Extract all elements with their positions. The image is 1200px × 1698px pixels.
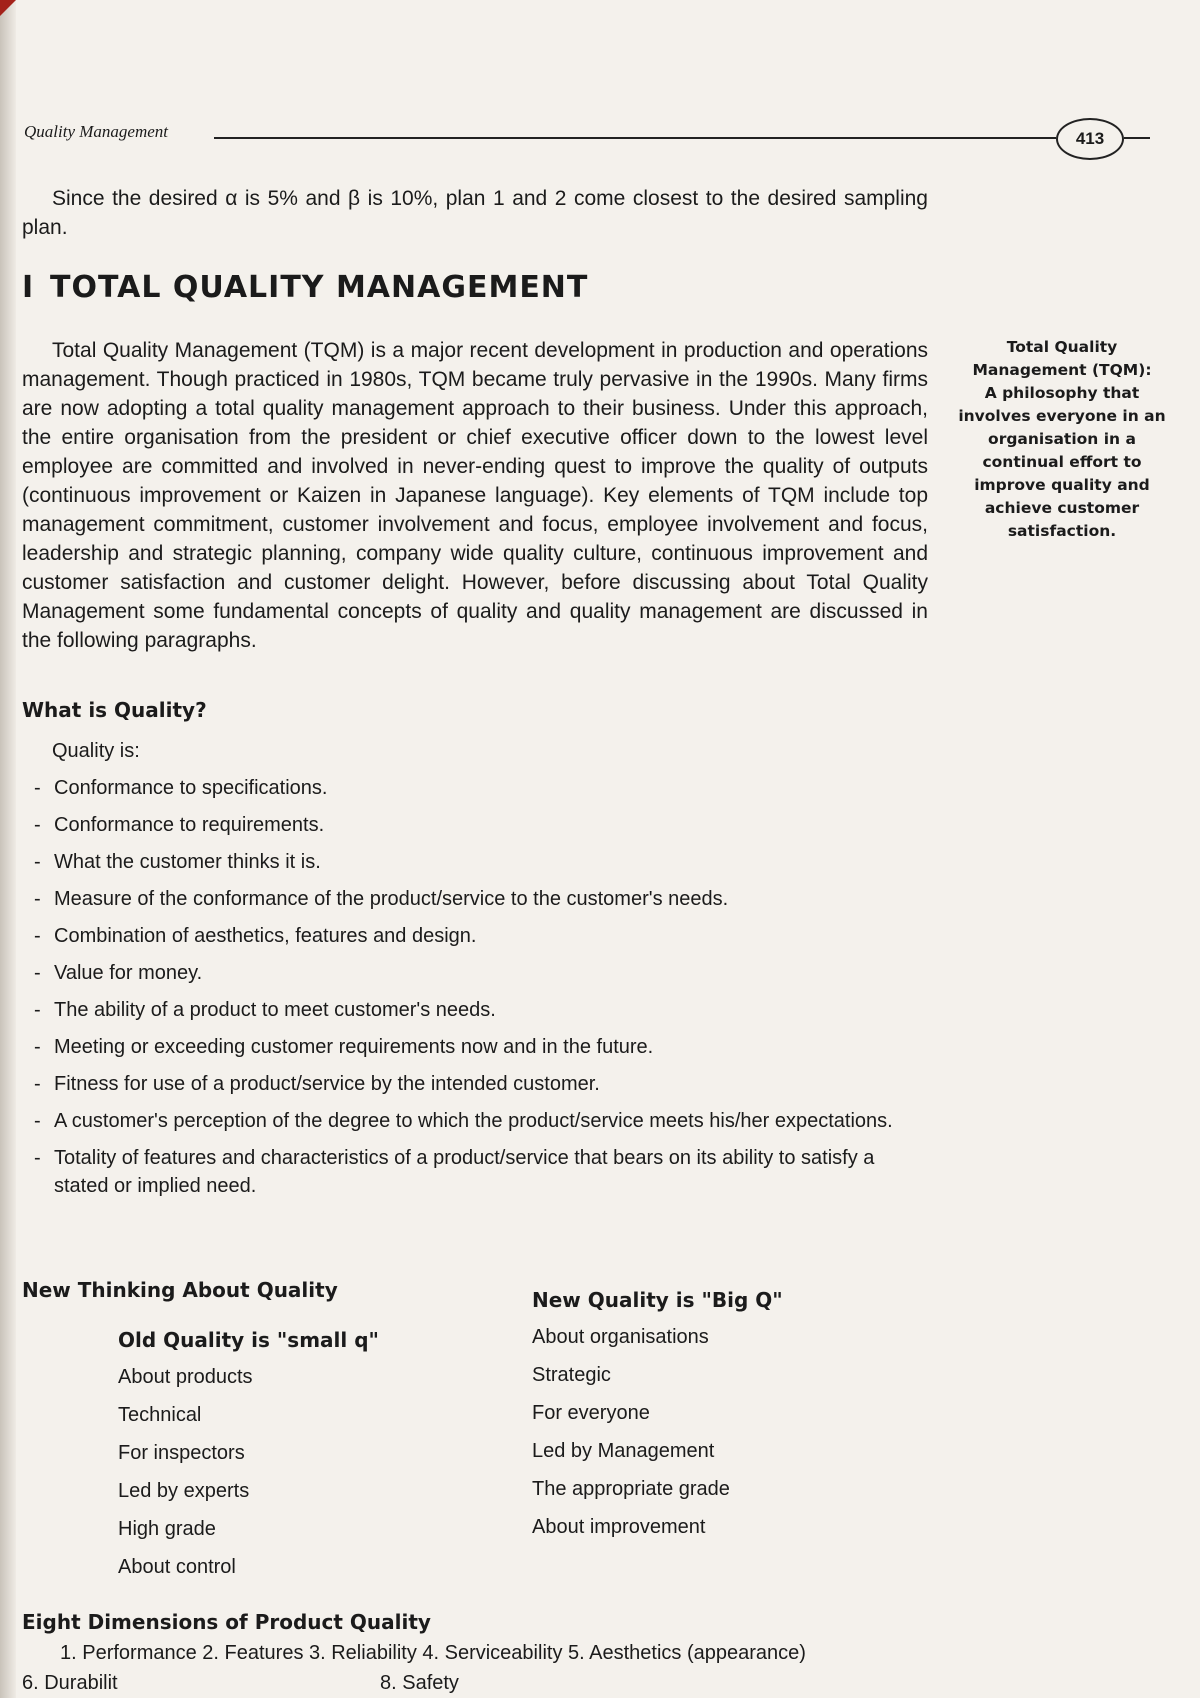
eight-dimensions-heading: Eight Dimensions of Product Quality [22,1610,431,1634]
dimensions-line-2-end: 8. Safety [380,1672,459,1694]
list-item: Led by experts [118,1480,250,1502]
new-thinking-heading: New Thinking About Quality [22,1278,338,1302]
what-is-quality-heading: What is Quality? [22,698,207,722]
list-item: About products [118,1366,253,1388]
margin-note [952,336,1172,543]
list-item: Led by Management [532,1440,715,1462]
header-rule-tail [1124,137,1150,139]
new-quality-column [532,1288,872,1552]
old-quality-heading: Old Quality is "small q" [118,1328,379,1352]
section-title: TOTAL QUALITY MANAGEMENT [50,270,589,305]
list-item: - Measure of the conformance of the product/service to the customer's needs. [34,885,934,913]
section-heading [22,270,928,305]
quality-definition-list [34,774,934,1209]
margin-note-definition: A philosophy that involves everyone in an organisation in a continual effort to improve quality and achieve customer satisfaction. [958,384,1166,540]
list-item: - Fitness for use of a product/service by the intended customer. [34,1070,934,1098]
list-item: Technical [118,1404,202,1426]
list-item: About improvement [532,1516,706,1538]
list-item: For inspectors [118,1442,245,1464]
list-item: Strategic [532,1364,611,1386]
section-marker: I [22,270,35,305]
book-spine-shadow [0,0,16,1698]
page-corner-mark [0,0,16,16]
header-rule [214,137,1056,139]
running-header [24,118,1134,158]
list-item: - A customer's perception of the degree to which the product/service meets his/her expectations. [34,1107,934,1135]
list-item: - The ability of a product to meet customer's needs. [34,996,934,1024]
list-item: About control [118,1556,236,1578]
list-item: For everyone [532,1402,650,1424]
old-quality-column [118,1328,458,1592]
intro-paragraph: Since the desired α is 5% and β is 10%, plan 1 and 2 come closest to the desired sampling plan. [22,187,928,239]
list-item: - Value for money. [34,959,934,987]
page-number: 413 [1056,118,1124,160]
list-item: - What the customer thinks it is. [34,848,934,876]
list-item: - Totality of features and characteristics of a product/service that bears on its ability to satisfy a stated or implied need. [34,1144,934,1200]
running-title: Quality Management [24,122,174,142]
margin-note-term: Total Quality Management (TQM): [972,338,1152,379]
dimensions-line-2-start: 6. Durabilit [22,1672,118,1694]
list-item: About organisations [532,1326,709,1348]
list-item: The appropriate grade [532,1478,730,1500]
dimensions-line-1: 1. Performance 2. Features 3. Reliability 4. Serviceability 5. Aesthetics (appearance) [60,1642,806,1664]
tqm-paragraph: Total Quality Management (TQM) is a major recent development in production and operations management. Though practiced in 1980s, TQM became truly pervasive in the 1990s. Many firms are now adopting a total quality management approach to their business. Under this approach, the entire organisation from the president or chief executive officer down to the lowest level employee are committed and involved in never-ending quest to improve the quality of outputs (continuous improvement or Kaizen in Japanese language). Key elements of TQM include top management commitment, customer involvement and focus, employee involvement and focus, leadership and strategic planning, company wide quality culture, continuous improvement and customer satisfaction and customer delight. However, before discussing about Total Quality Management some fundamental concepts of quality and quality management are discussed in the following paragraphs. [22,339,928,652]
list-item: - Conformance to specifications. [34,774,934,802]
new-quality-heading: New Quality is "Big Q" [532,1288,783,1312]
quality-intro: Quality is: [52,740,140,762]
list-item: - Conformance to requirements. [34,811,934,839]
list-item: - Combination of aesthetics, features and design. [34,922,934,950]
list-item: - Meeting or exceeding customer requirements now and in the future. [34,1033,934,1061]
list-item: High grade [118,1518,216,1540]
